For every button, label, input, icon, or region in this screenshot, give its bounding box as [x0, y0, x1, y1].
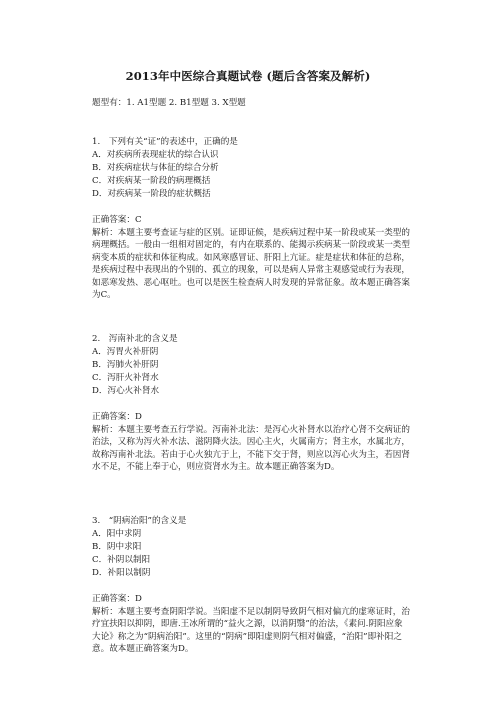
question-3-analysis: 解析：本题主要考查阴阳学说。当阳虚不足以制阴导致阴气相对偏亢的虚寒证时，治疗宜扶阳以抑阴，即唐.王冰所谓的“益火之源，以消阴翳”的治法，《素问.阴阳应象大论》称之为“阴病治阳”。这里的“阴病”即阳虚则阴气相对偏盛，“治阳”即补阳之意。故本题正确答案为D。	[92, 607, 410, 655]
question-1-option-d: D．对疾病某一阶段的症状概括	[92, 189, 211, 199]
question-types-line: 题型有：1. A1型题 2. B1型题 3. X型题	[92, 98, 246, 108]
question-3-option-c: C．补阴以制阳	[92, 555, 151, 565]
question-2-option-b: B．泻肺火补肝阴	[92, 360, 159, 370]
question-2-option-d: D．泻心火补肾水	[92, 386, 160, 396]
document-title: 2013年中医综合真题试卷 (题后含答案及解析)	[125, 69, 371, 83]
question-3-option-b: B．阴中求阳	[92, 542, 142, 552]
question-3-answer: 正确答案：D	[92, 594, 142, 604]
question-1-option-b: B．对疾病症状与体征的综合分析	[92, 163, 219, 173]
question-1-stem: 1. 下列有关“证”的表述中，正确的是	[92, 137, 238, 147]
question-2-answer: 正确答案：D	[92, 412, 142, 422]
question-2-option-a: A．泻胃火补肝阴	[92, 347, 159, 357]
question-2-stem: 2. 泻南补北的含义是	[92, 334, 178, 344]
question-3-option-a: A．阳中求阴	[92, 529, 142, 539]
question-2-analysis: 解析：本题主要考查五行学说。泻南补北法：是泻心火补肾水以治疗心肾不交病证的治法，又称为泻火补水法、滋阴降火法。因心主火，火属南方；肾主水，水属北方，故称泻南补北法。若由于心火独亢于上，不能下交于肾，则应以泻心火为主，若因肾水不足，不能上奉于心，则应资肾水为主。故本题正确答案为D。	[92, 425, 410, 473]
question-1-answer: 正确答案：C	[92, 215, 142, 225]
question-3-option-d: D．补阳以制阴	[92, 568, 151, 578]
question-1-analysis: 解析：本题主要考查证与症的区别。证即证候，是疾病过程中某一阶段或某一类型的病理概括。一般由一组相对固定的，有内在联系的、能揭示疾病某一阶段或某一类型病变本质的症状和体征构成。如风寒感冒证、肝阳上亢证。症是症状和体征的总称，是疾病过程中表现出的个别的、孤立的现象，可以是病人异常主观感觉或行为表现，如恶寒发热、恶心呕吐。也可以是医生检查病人时发现的异常征象。故本题正确答案为C。	[92, 228, 410, 301]
question-2-option-c: C．泻肝火补肾水	[92, 373, 159, 383]
question-1-option-a: A．对疾病所表现症状的综合认识	[92, 150, 219, 160]
question-1-option-c: C．对疾病某一阶段的病理概括	[92, 176, 211, 186]
question-3-stem: 3. “阴病治阳”的含义是	[92, 516, 187, 526]
